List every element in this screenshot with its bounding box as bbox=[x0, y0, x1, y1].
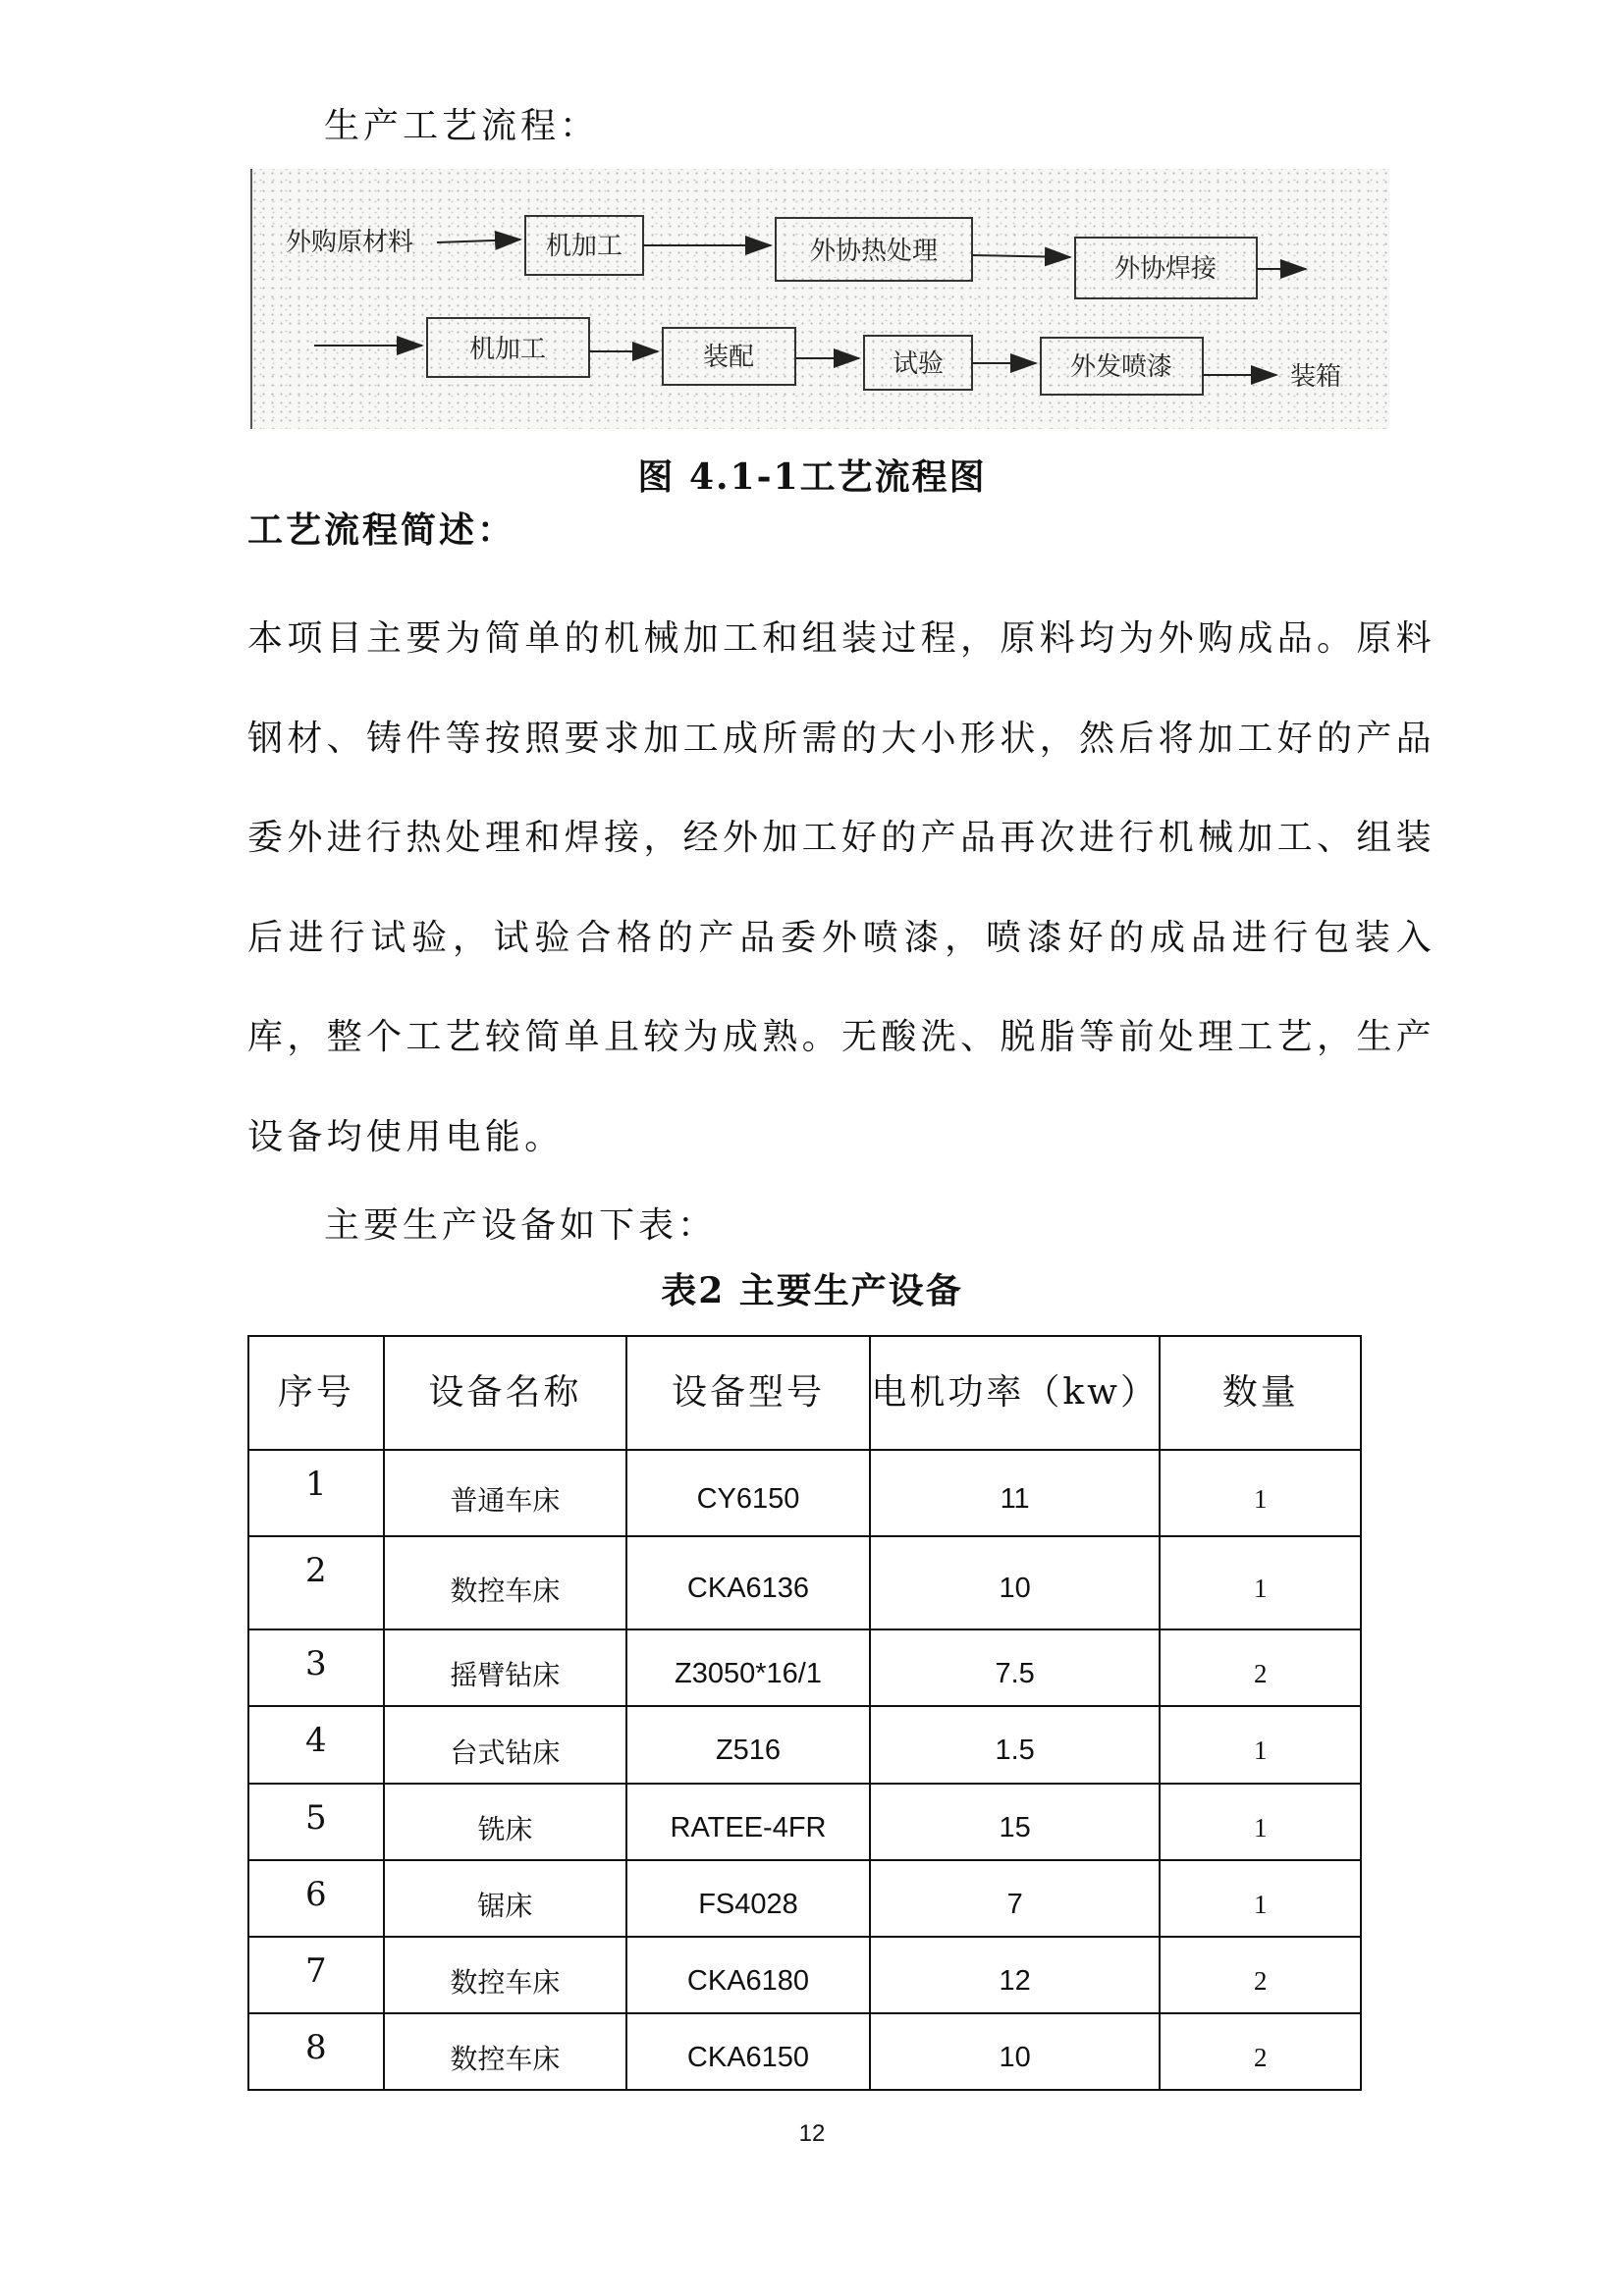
cell-name: 铣床 bbox=[384, 1784, 626, 1860]
table-caption: 表2 主要生产设备 bbox=[661, 1270, 963, 1311]
table-row bbox=[248, 1450, 1361, 1536]
cell-model: Z516 bbox=[626, 1706, 870, 1784]
page-number: 12 bbox=[798, 2120, 826, 2147]
cell-model: RATEE-4FR bbox=[626, 1784, 870, 1860]
cell-power: 10 bbox=[870, 2013, 1161, 2090]
figure-caption: 图 4.1-1工艺流程图 bbox=[637, 456, 987, 498]
flow-step-heat-treatment: 外协热处理 bbox=[809, 237, 939, 266]
cell-seq: 2 bbox=[248, 1536, 384, 1629]
flow-arrow bbox=[972, 255, 1070, 257]
cell-model: Z3050*16/1 bbox=[626, 1629, 870, 1706]
cell-model: CY6150 bbox=[626, 1450, 870, 1536]
equipment-table bbox=[247, 1335, 1362, 2091]
flow-step-machining-1: 机加工 bbox=[545, 232, 623, 261]
table-row bbox=[248, 1706, 1361, 1784]
cell-name: 数控车床 bbox=[384, 2013, 626, 2090]
cell-model: CKA6180 bbox=[626, 1937, 870, 2013]
flow-step-welding: 外协焊接 bbox=[1113, 254, 1218, 284]
flow-input-raw-materials: 外购原材料 bbox=[286, 228, 414, 257]
header-motor-power: 电机功率（kw） bbox=[870, 1336, 1161, 1450]
cell-quantity: 1 bbox=[1160, 1860, 1361, 1937]
cell-power: 11 bbox=[870, 1450, 1161, 1536]
process-description: 本项目主要为简单的机械加工和组装过程，原料均为外购成品。原料钢材、铸件等按照要求加工成所需的大小形状，然后将加工好的产品委外进行热处理和焊接，经外加工好的产品再次进行机械加工、组装后进行试验，试验合格的产品委外喷漆，喷漆好的成品进行包装入库，整个工艺较简单且较为成熟。无酸洗、脱脂等前处理工艺，生产设备均使用电能。 bbox=[247, 618, 1435, 1157]
cell-model: CKA6150 bbox=[626, 2013, 870, 2090]
cell-seq: 1 bbox=[248, 1450, 384, 1536]
table-row bbox=[248, 1536, 1361, 1629]
cell-quantity: 1 bbox=[1160, 1706, 1361, 1784]
table-header-row bbox=[248, 1336, 1361, 1450]
table-row bbox=[248, 1937, 1361, 2013]
cell-seq: 7 bbox=[248, 1937, 384, 2013]
section-title: 工艺流程简述： bbox=[247, 509, 516, 551]
table-row bbox=[248, 1860, 1361, 1937]
cell-name: 台式钻床 bbox=[384, 1706, 626, 1784]
cell-seq: 8 bbox=[248, 2013, 384, 2090]
cell-model: CKA6136 bbox=[626, 1536, 870, 1629]
flow-step-testing: 试验 bbox=[892, 349, 945, 379]
cell-name: 普通车床 bbox=[384, 1450, 626, 1536]
flow-step-assembly: 装配 bbox=[702, 343, 755, 372]
cell-power: 10 bbox=[870, 1536, 1161, 1629]
cell-power: 12 bbox=[870, 1937, 1161, 2013]
flow-arrow bbox=[437, 240, 520, 242]
cell-quantity: 1 bbox=[1160, 1784, 1361, 1860]
header-seq: 序号 bbox=[248, 1336, 384, 1450]
process-flow-diagram bbox=[250, 169, 1389, 429]
cell-quantity: 1 bbox=[1160, 1450, 1361, 1536]
table-row bbox=[248, 1629, 1361, 1706]
flow-output-packing: 装箱 bbox=[1289, 362, 1342, 392]
process-flow-intro: 生产工艺流程： bbox=[324, 106, 600, 146]
table-row bbox=[248, 2013, 1361, 2090]
header-quantity: 数量 bbox=[1160, 1336, 1361, 1450]
cell-name: 锯床 bbox=[384, 1860, 626, 1937]
header-equipment-name: 设备名称 bbox=[384, 1336, 626, 1450]
cell-name: 数控车床 bbox=[384, 1536, 626, 1629]
flow-svg bbox=[250, 169, 1389, 429]
cell-power: 7.5 bbox=[870, 1629, 1161, 1706]
cell-seq: 4 bbox=[248, 1706, 384, 1784]
cell-quantity: 1 bbox=[1160, 1536, 1361, 1629]
cell-power: 7 bbox=[870, 1860, 1161, 1937]
cell-name: 摇臂钻床 bbox=[384, 1629, 626, 1706]
flow-step-machining-2: 机加工 bbox=[468, 335, 547, 364]
cell-model: FS4028 bbox=[626, 1860, 870, 1937]
cell-seq: 6 bbox=[248, 1860, 384, 1937]
table-intro: 主要生产设备如下表： bbox=[324, 1205, 718, 1246]
flow-step-painting: 外发喷漆 bbox=[1069, 352, 1173, 382]
cell-name: 数控车床 bbox=[384, 1937, 626, 2013]
cell-power: 1.5 bbox=[870, 1706, 1161, 1784]
header-equipment-model: 设备型号 bbox=[626, 1336, 870, 1450]
cell-quantity: 2 bbox=[1160, 2013, 1361, 2090]
cell-power: 15 bbox=[870, 1784, 1161, 1860]
cell-seq: 5 bbox=[248, 1784, 384, 1860]
cell-quantity: 2 bbox=[1160, 1629, 1361, 1706]
cell-quantity: 2 bbox=[1160, 1937, 1361, 2013]
table-row bbox=[248, 1784, 1361, 1860]
cell-seq: 3 bbox=[248, 1629, 384, 1706]
